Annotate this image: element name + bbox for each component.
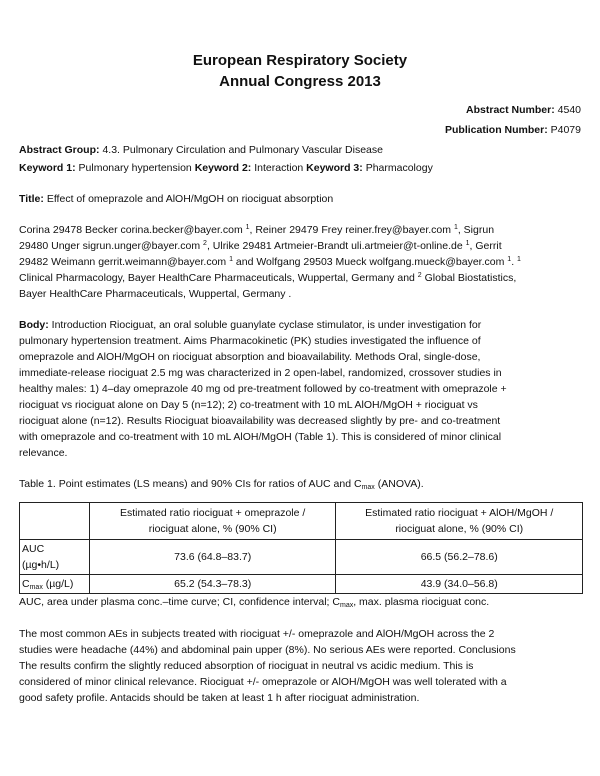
cell-auc-alohmgoh: 66.5 (56.2–78.6) [336,540,583,575]
keyword2-value: Interaction [254,162,304,174]
title-line-1: European Respiratory Society [192,52,408,69]
affiliation-sup: 1 [245,224,250,231]
congress-title [19,50,581,92]
table-row-auc [20,540,583,575]
authors-text: , Reiner 29479 Frey reiner.frey@bayer.com [249,224,454,236]
conclusion-line-0: The most common AEs in subjects treated with riociguat +/- omeprazole and AlOH/MgOH across the 2 [19,628,495,640]
cell-auc-omeprazole: 73.6 (64.8–83.7) [89,540,336,575]
row-label-text: AUC [22,543,45,555]
keyword3-value: Pharmacology [365,162,433,174]
authors-text: , Gerrit [469,240,502,252]
row-label-text: C [22,578,30,590]
body-line-3: immediate-release riociguat 2.5 mg was characterized in 2 open-label, randomized, crossover studies in [19,367,502,379]
table-footnote [19,594,581,610]
abstract-group-value: 4.3. Pulmonary Circulation and Pulmonary Vascular Disease [102,144,383,156]
authors-text: , Sigrun [457,224,495,236]
authors-line-4 [19,270,581,286]
authors-line-3 [19,254,581,270]
conclusion-line-1: studies were headache (44%) and abdominal pain upper (8%). No serious AEs were reported. Conclusions [19,644,516,656]
table-header-empty [20,503,90,540]
footnote-sub: max [339,602,354,609]
body-line-5: riociguat vs riociguat alone on Day 5 (n=12); 2) co-treatment with 10 mL AlOH/MgOH + riociguat vs [19,399,478,411]
publication-number-value: P4079 [550,124,581,136]
authors-line-2 [19,238,581,254]
header-text: Estimated ratio riociguat + omeprazole / [120,507,306,519]
affiliation-text: Global Biostatistics, [421,272,517,284]
body-line-2: omeprazole and AlOH/MgOH on riociguat absorption and bioavailability. Methods Oral, single-dose, [19,351,481,363]
title-line-2: Annual Congress 2013 [219,73,381,90]
body-line-0 [19,317,581,333]
conclusion-block [19,626,581,706]
body-line-7: with omeprazole and co-treatment with 10 mL AlOH/MgOH (Table 1). This is considered of minor clinical [19,431,502,443]
authors-text: , Ulrike 29481 Artmeier-Brandt uli.artmeier@t-online.de [206,240,466,252]
keyword2-label: Keyword 2: [194,162,252,174]
row-label-text: (µg/L) [42,578,74,590]
keyword3-label: Keyword 3: [306,162,363,174]
body-text: Introduction Riociguat, an oral soluble guanylate cyclase stimulator, is under investigation for [51,319,482,331]
table-caption-sub: max [361,484,375,491]
abstract-title-label: Title: [19,193,44,205]
authors-text: 29482 Weimann gerrit.weimann@bayer.com [19,256,230,268]
header-text: riociguat alone, % (90% CI) [148,523,277,535]
conclusion-line-3: considered of minor clinical relevance. Riociguat +/- omeprazole or AlOH/MgOH was well tolerated with a [19,676,507,688]
abstract-group-label: Abstract Group: [19,144,100,156]
header-text: riociguat alone, % (90% CI) [395,523,524,535]
abstract-number-value: 4540 [557,104,581,116]
body-line-1: pulmonary hypertension treatment. Aims Pharmacokinetic (PK) studies investigated the influence of [19,335,481,347]
results-table [19,502,583,594]
row-label-text: (µg•h/L) [22,559,60,571]
affiliation-sup: 1 [453,224,458,231]
body-line-6: riociguat alone (n=12). Results Riociguat bioavailability was decreased slightly by pre- and co-treatment [19,415,501,427]
authors-line-1 [19,222,581,238]
abstract-title-text: Effect of omeprazole and AlOH/MgOH on riociguat absorption [46,193,334,205]
body-line-4: healthy males: 1) 4–day omeprazole 40 mg od pre-treatment followed by co-treatment with omeprazole + [19,383,507,395]
row-label-sub: max [29,584,43,591]
table-header-omeprazole [89,503,336,540]
footnote-text: AUC, area under plasma conc.–time curve; CI, confidence interval; C [19,596,340,608]
affiliation-sup: 1 [465,240,470,247]
conclusion-line-4: good safety profile. Antacids should be taken at least 1 h after riociguat administration. [19,692,420,704]
affiliation-text: Clinical Pharmacology, Bayer HealthCare Pharmaceuticals, Wuppertal, Germany and [19,272,418,284]
table-row-cmax [20,575,583,594]
table-header-alohmgoh [336,503,583,540]
publication-number-label: Publication Number: [445,124,548,136]
table-caption-text: (ANOVA). [374,478,424,490]
authors-text: 29480 Unger sigrun.unger@bayer.com [19,240,204,252]
authors-block [19,222,581,302]
table-caption-text: Table 1. Point estimates (LS means) and 90% CIs for ratios of AUC and C [19,478,362,490]
affiliation-sup: 2 [417,272,422,279]
keyword1-label: Keyword 1: [19,162,76,174]
authors-text: . [511,256,518,268]
cell-cmax-alohmgoh: 43.9 (34.0–56.8) [336,575,583,594]
affiliation-sup: 1 [229,256,233,263]
body-label: Body: [19,319,49,331]
affiliation-sup: 2 [203,240,207,247]
table-header-row [20,503,583,540]
footnote-text: , max. plasma riociguat conc. [353,596,490,608]
authors-text: and Wolfgang 29503 Mueck wolfgang.mueck@bayer.com [232,256,508,268]
keyword1-value: Pulmonary hypertension [78,162,192,174]
row-label-auc [20,540,90,575]
cell-cmax-omeprazole: 65.2 (54.3–78.3) [89,575,336,594]
row-label-cmax [20,575,90,594]
abstract-number-row [19,100,581,120]
header-text: Estimated ratio riociguat + AlOH/MgOH / [365,507,554,519]
publication-number-row [19,120,581,140]
affiliation-sup: 1 [517,256,521,263]
authors-line-5: Bayer HealthCare Pharmaceuticals, Wuppertal, Germany . [19,288,292,300]
affiliation-sup: 1 [507,256,512,263]
keywords-row [19,160,581,176]
authors-text: Corina 29478 Becker corina.becker@bayer.com [19,224,246,236]
conclusion-line-2: The results confirm the slightly reduced absorption of riociguat in neutral vs acidic medium. This is [19,660,474,672]
body-line-8: relevance. [19,447,68,459]
body-block [19,317,581,461]
abstract-group-row [19,142,581,158]
abstract-number-label: Abstract Number: [466,104,555,116]
abstract-title-row [19,191,581,207]
table-caption [19,476,581,492]
